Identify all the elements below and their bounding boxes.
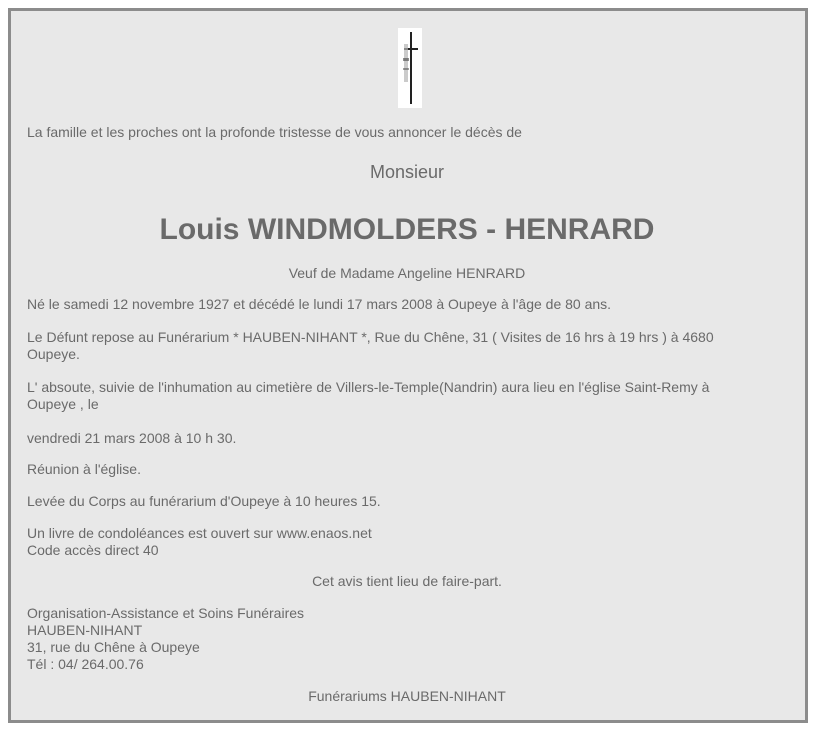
removal-text: Levée du Corps au funérarium d'Oupeye à 10 heures 15.	[27, 493, 381, 509]
intro-text: La famille et les proches ont la profonde tristesse de vous annoncer le décès de	[27, 124, 522, 140]
obituary-notice	[8, 8, 808, 723]
condolences-text: Un livre de condoléances est ouvert sur www.enaos.net Code accès direct 40	[27, 525, 372, 558]
meeting-text: Réunion à l'église.	[27, 461, 141, 477]
deceased-name: Louis WINDMOLDERS - HENRARD	[159, 213, 655, 246]
ceremony-date: vendredi 21 mars 2008 à 10 h 30.	[27, 430, 237, 446]
birth-death-text: Né le samedi 12 novembre 1927 et décédé le lundi 17 mars 2008 à Oupeye à l'âge de 80 ans.	[27, 296, 612, 312]
rest-text: Le Défunt repose au Funérarium * HAUBEN-NIHANT *, Rue du Chêne, 31 ( Visites de 16 hrs à 19 hrs ) à 4680 Oupeye.	[27, 329, 714, 362]
cross-icon	[398, 28, 422, 108]
absolution-text: L' absoute, suivie de l'inhumation au cimetière de Villers-le-Temple(Nandrin) aura lieu en l'église Saint-Remy à Oupeye , le	[27, 379, 710, 412]
organisation-block: Organisation-Assistance et Soins Funéraires HAUBEN-NIHANT 31, rue du Chêne à Oupeye Tél : 04/ 264.00.76	[27, 605, 305, 672]
footer-text: Funérariums HAUBEN-NIHANT	[308, 688, 506, 704]
salutation: Monsieur	[369, 162, 445, 182]
widow-text: Veuf de Madame Angeline HENRARD	[288, 265, 526, 281]
faire-part-text: Cet avis tient lieu de faire-part.	[312, 573, 502, 589]
